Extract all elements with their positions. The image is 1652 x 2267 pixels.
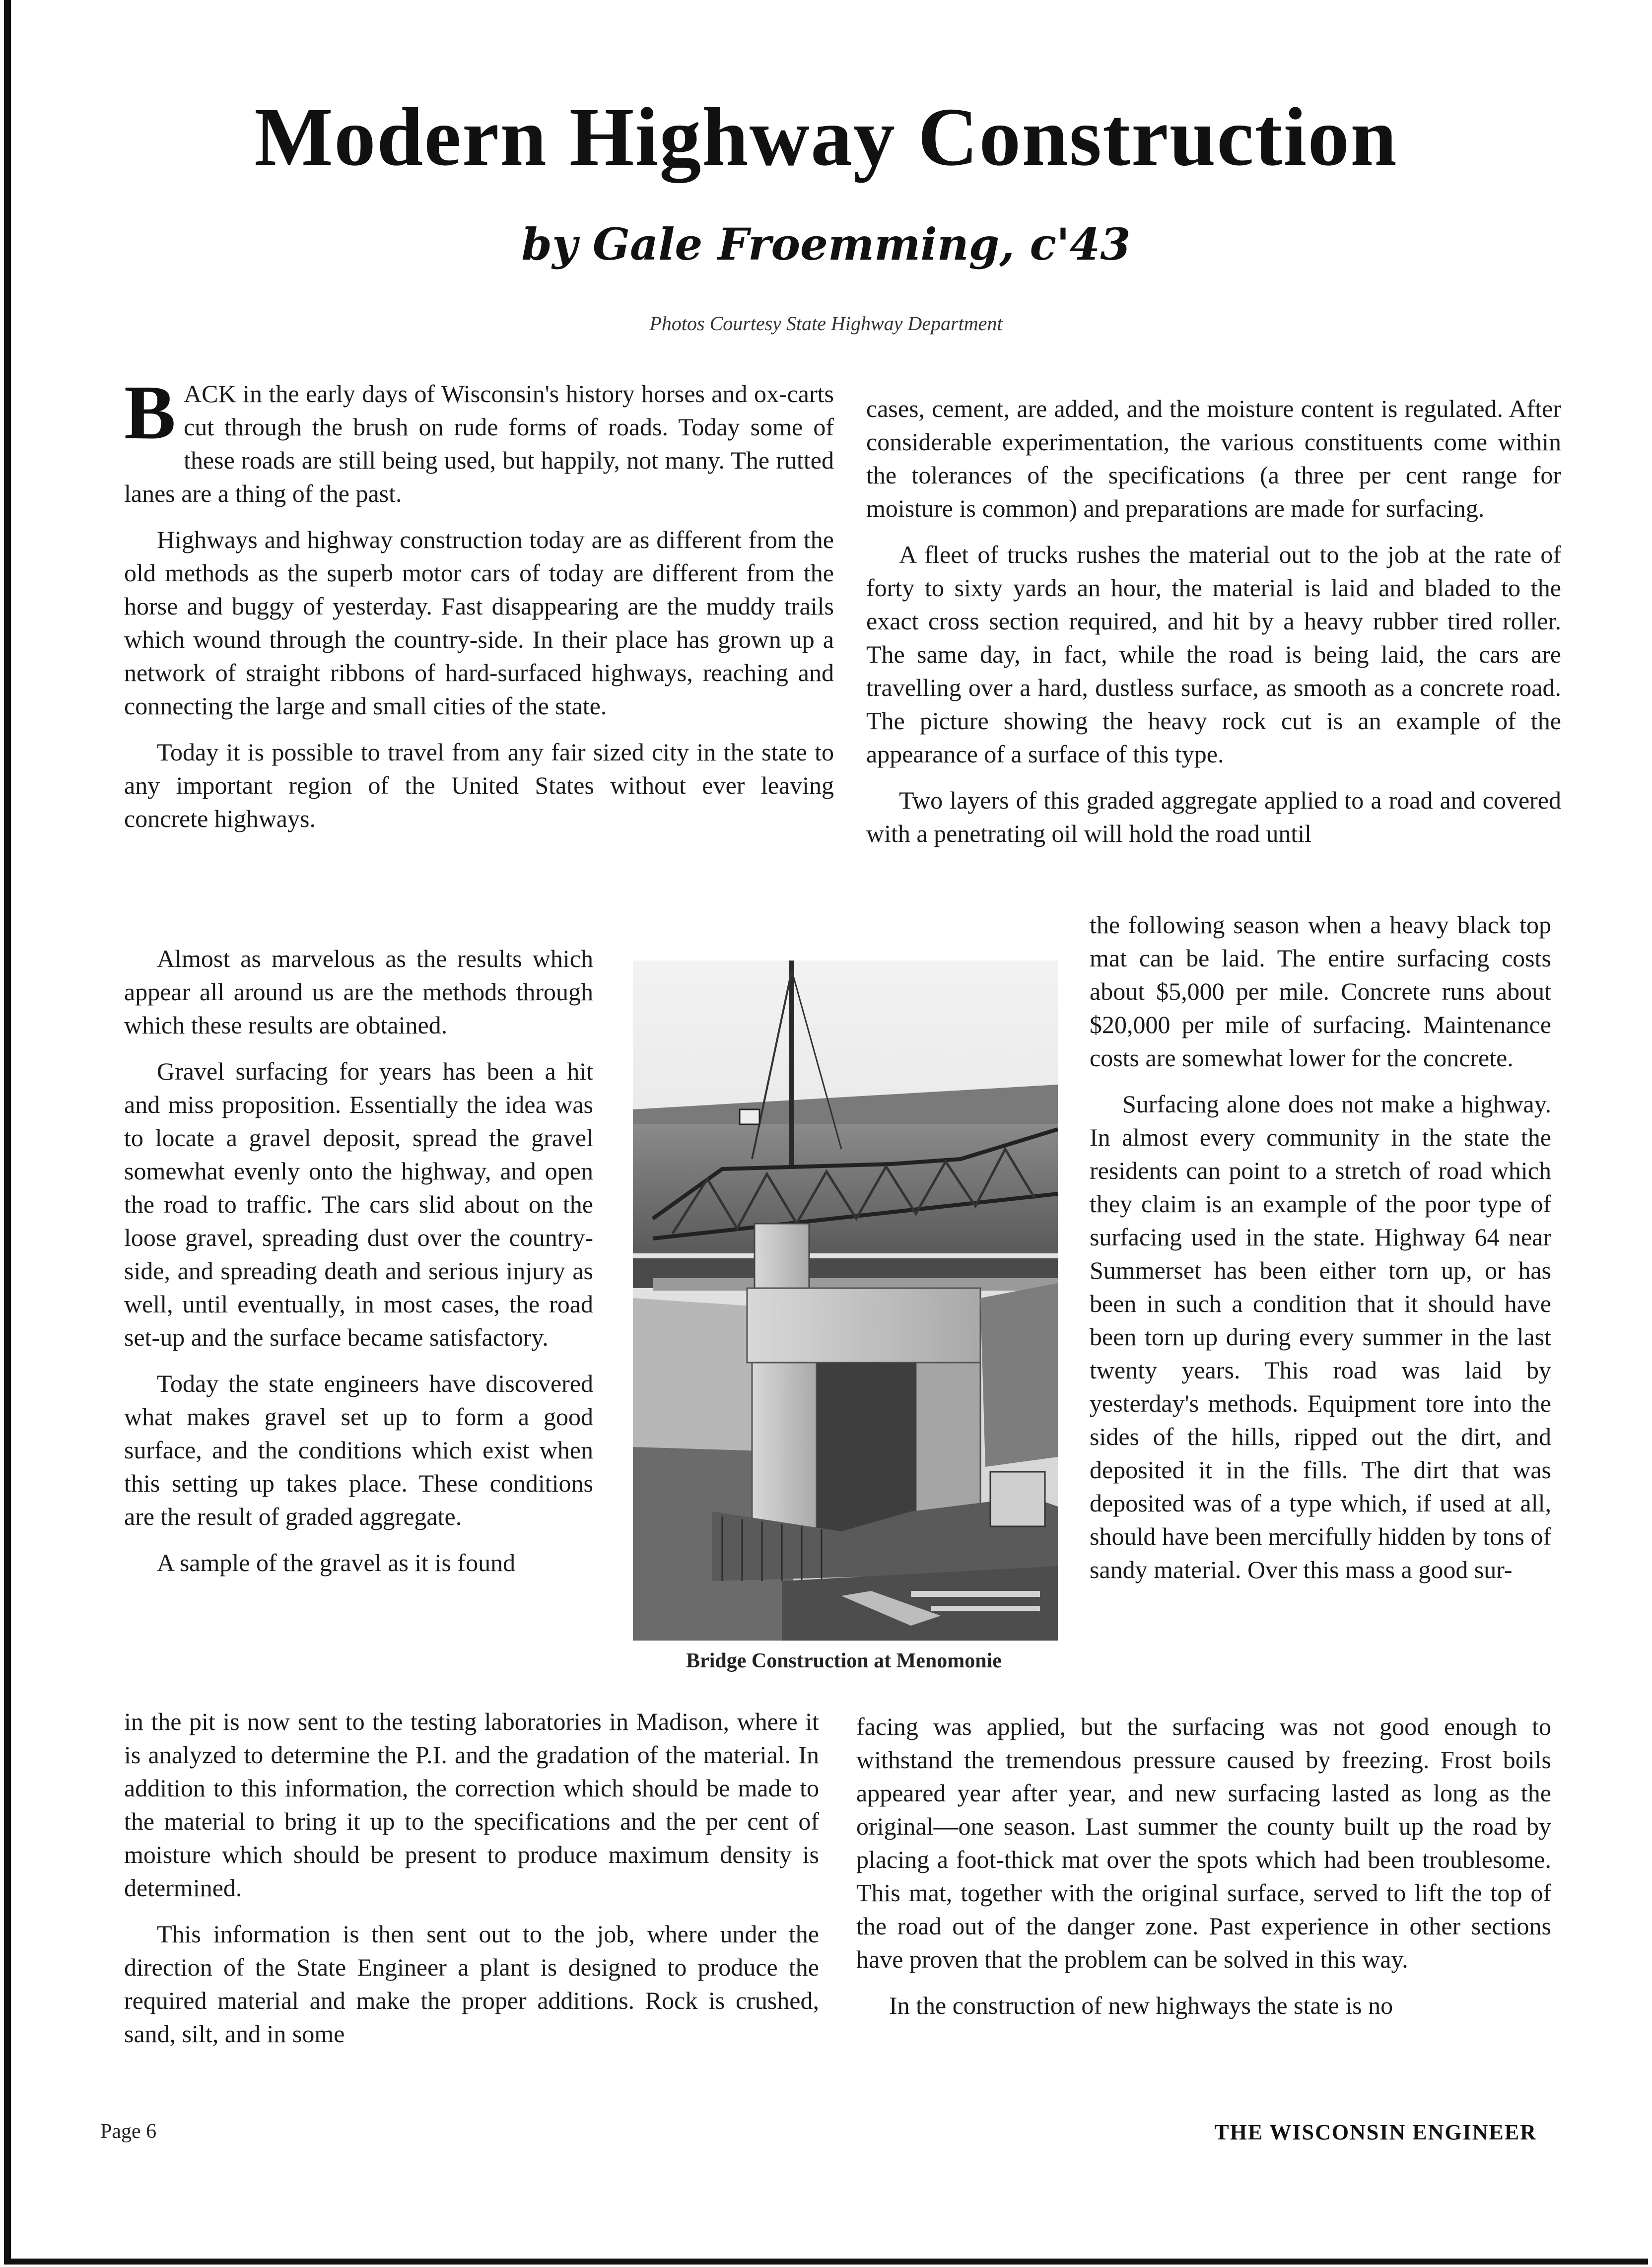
paragraph: facing was applied, but the surfacing was not good enough to withstand the tremendous pressure caused by freezing. Frost boils appeared year after year, and new surfacing lasted as long as the original—one season. Last summer the county built up the road by placing a foot-thick mat over the spots which had been troublesome. This mat, together with the original surface, served to lift the top of the road out of the danger zone. Past experience in other sections have proven that the problem can be solved in this way. <box>856 1713 1551 1973</box>
paragraph: Two layers of this graded aggregate applied to a road and covered with a penetrating oil will hold the road until <box>866 786 1561 847</box>
left-column-narrow <box>124 942 593 1580</box>
paragraph: the following season when a heavy black top mat can be laid. The entire surfacing costs about $5,000 per mile. Concrete runs about $20,000 per mile of surfacing. Maintenance costs are somewhat lower for the concrete. <box>1090 911 1551 1072</box>
paragraph: in the pit is now sent to the testing laboratories in Madison, where it is analyzed to determine the P.I. and the gradation of the material. In addition to this information, the correction which should be made to the material to bring it up to the specifications and the per cent of moisture which should be present to produce maximum density is determined. <box>124 1708 819 1902</box>
paragraph: cases, cement, are added, and the moisture content is regulated. After considerable experimentation, the various constituents come within the tolerances of the specifications (a three per cent range for moisture is common) and preparations are made for surfacing. <box>866 395 1561 522</box>
left-column-top <box>124 369 834 848</box>
paragraph: A sample of the gravel as it is found <box>157 1549 516 1577</box>
paragraph: Highways and highway construction today are as different from the old methods as the superb motor cars of today are different from the horse and buggy of yesterday. Fast disappearing are the muddy trails which wound through the country-side. In their place has grown up a network of straight ribbons of hard-surfaced highways, reaching and connecting the large and small cities of the state. <box>124 526 834 720</box>
paragraph: Almost as marvelous as the results which appear all around us are the methods through which these results are obtained. <box>124 945 593 1039</box>
drop-cap: B <box>124 369 176 455</box>
paragraph: BACK in the early days of Wisconsin's history horses and ox-carts cut through the brush on rude forms of roads. Today some of these roads are still being used, but happily, not many. The rutted lanes are a thing of the past. <box>124 369 834 507</box>
photo-caption: Bridge Construction at Menomonie <box>686 1649 1002 1672</box>
bridge-photo-image <box>633 961 1058 1641</box>
paragraph: Surfacing alone does not make a highway. In almost every community in the state the residents can point to a stretch of road which they claim is an example of the poor type of surfacing used in the state. Highway 64 near Summerset has been either torn up, or has been in such a condition that it should have been torn up during every summer in the last twenty years. This road was laid by yesterday's methods. Equipment tore into the sides of the hills, ripped out the dirt, and deposited it in the fills. The dirt that was deposited was of a type which, if used at all, should have been mercifully hidden by tons of sandy material. Over this mass a good sur- <box>1090 1090 1551 1583</box>
paragraph: Gravel surfacing for years has been a hit and miss proposition. Essentially the idea was to locate a gravel deposit, spread the gravel somewhat evenly onto the highway, and open the road to traffic. The cars slid about on the loose gravel, spreading dust over the country-side, and spreading death and serious injury as well, until eventually, in most cases, the road set-up and the surface became satisfactory. <box>124 1057 593 1351</box>
article-title: Modern Highway Construction <box>254 91 1398 183</box>
page-number: Page 6 <box>100 2120 157 2143</box>
photo-credit: Photos Courtesy State Highway Department <box>649 312 1003 335</box>
bridge-photo <box>633 961 1058 1641</box>
right-column-narrow <box>1090 908 1551 1586</box>
byline: by Gale Froemming, c'43 <box>521 218 1131 270</box>
paragraph: A fleet of trucks rushes the material out to the job at the rate of forty to sixty yards an hour, the material is laid and bladed to the exact cross section required, and hit by a heavy rubber tired roller. The same day, in fact, while the road is being laid, the cars are travelling over a hard, dustless surface, as smooth as a concrete road. The picture showing the heavy rock cut is an example of the appearance of a surface of this type. <box>866 541 1561 768</box>
publication-name: THE WISCONSIN ENGINEER <box>1214 2120 1537 2144</box>
paragraph: In the construction of new highways the state is no <box>889 1992 1393 2019</box>
paragraph: Today it is possible to travel from any fair sized city in the state to any important region of the United States without ever leaving concrete highways. <box>124 738 834 832</box>
paragraph: Today the state engineers have discovered what makes gravel set up to form a good surface, and the conditions which exist when this setting up takes place. These conditions are the result of graded aggregate. <box>124 1370 593 1530</box>
right-column-top <box>866 392 1561 850</box>
paragraph: This information is then sent out to the job, where under the direction of the State Engineer a plant is designed to produce the required material and make the proper additions. Rock is crushed, sand, silt, and in some <box>124 1920 819 2048</box>
left-column-bottom <box>124 1705 819 2063</box>
right-column-bottom <box>856 1710 1551 2035</box>
